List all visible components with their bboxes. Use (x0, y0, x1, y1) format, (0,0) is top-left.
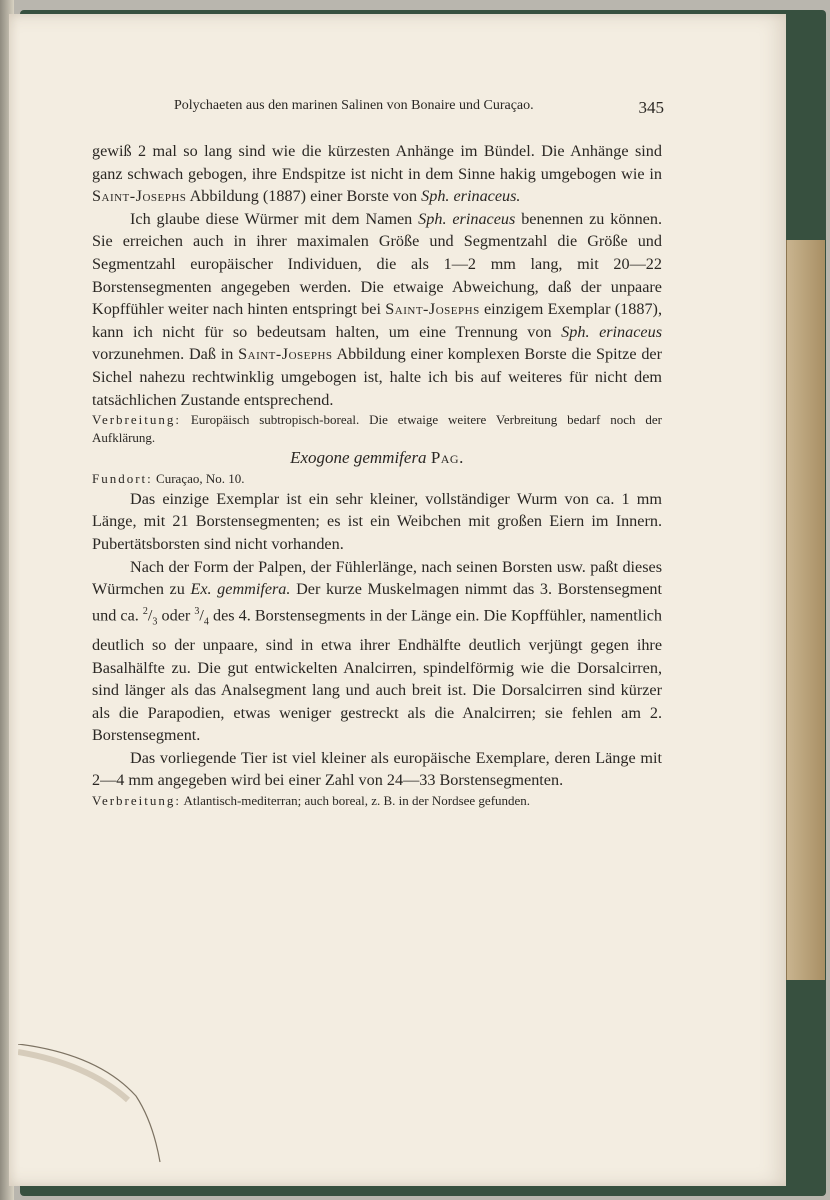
species-name: Sph. erinaceus. (421, 187, 521, 206)
paragraph-1 (92, 140, 662, 208)
paragraph-5: Das vorliegende Tier ist viel kleiner als europäische Exemplare, deren Länge mit 2—4 mm angegeben wird bei einer Zahl von 24—33 Borstensegmenten. (92, 748, 662, 790)
paragraph-4: Nach der Form der Palpen, der Fühlerlänge, nach seinen Borsten usw. paßt dieses Würmchen zu Ex. gemmifera. Der kurze Muskelmagen nimmt das 3. Borstensegment und ca. $^2/_3$ oder $^3/_4$ des 4. Borstensegments in der Länge ein. Die Kopffühler, namentlich deutlich so der unpaare, sind in etwa ihrer Endhälfte deutlich verjüngt gegen ihre Basalhälfte zu. Die gut entwickelten Analcirren, spindelförmig wie die Dorsalcirren, sind länger als das Analsegment lang und auch breit ist. Die Dorsalcirren sind kürzer als die Parapodien, etwas weniger gestreckt als die Analcirren; sie fehlen am 2. Borstensegment. (92, 557, 663, 745)
page-number: 345 (638, 98, 664, 117)
section-heading (92, 447, 662, 470)
verbreitung-note-2 (92, 792, 662, 810)
p1-text-1: gewiß 2 mal so lang sind wie die kürzesten Anhänge im Bündel. Die Anhänge sind ganz schwach gebogen, ihre Endspitze ist nicht in dem Sinne hakig umgebogen wie in (92, 142, 662, 183)
running-head-title: Polychaeten aus den marinen Salinen von Bonaire und Curaçao. (174, 98, 534, 113)
verbreitung-label: Verbreitung: (92, 412, 181, 428)
species-name: Sph. erinaceus (561, 322, 663, 341)
page-body (92, 140, 662, 810)
author-name: Saint-Josephs (92, 187, 187, 206)
verbreitung-label: Verbreitung: (92, 793, 181, 809)
fraction-numerator: 3 (194, 605, 200, 617)
p2-text-4: vorzunehmen. Daß in (92, 345, 239, 364)
page-crease (18, 1044, 168, 1164)
p2-text-2: benennen zu können. Sie erreichen auch in ihrer maximalen Größe und Segmentzahl die Größe und Segmentzahl europäischer Individuen, die als 1—2 mm lang, mit 20—22 Borstensegmenten angegeben werden. Die etwaige Abweichung, daß der unpaare Kopffühler weiter nach hinten entspringt bei (92, 209, 662, 319)
p2-text-1: Ich glaube diese Würmer mit dem Namen (130, 209, 419, 228)
page-edge-stain (786, 240, 825, 980)
fraction-denominator: 3 (152, 616, 158, 628)
verbreitung-note-1 (92, 411, 662, 447)
taxon-author: Pag. (430, 448, 464, 468)
author-name: Saint-Josephs (238, 345, 333, 364)
species-name: Ex. gemmifera. (190, 580, 291, 599)
p1-text-2: Abbildung (1887) einer Borste von (186, 187, 422, 206)
fraction-denominator: 4 (203, 616, 209, 628)
p4-text-3: oder (157, 606, 195, 625)
fraction-numerator: 2 (142, 605, 148, 617)
p4-text-2: Der kurze Muskelmagen nimmt das 3. Borstensegment und ca. (92, 580, 662, 625)
p2-text-3: einzigem Exemplar (1887), kann ich nicht für so bedeutsam halten, um eine Trennung von (92, 300, 662, 341)
paragraph-3: Das einzige Exemplar ist ein sehr kleiner, vollständiger Wurm von ca. 1 mm Länge, mit 21 Borstensegmenten; es ist ein Weibchen mit großen Eiern im Innern. Pubertätsborsten sind nicht vorhanden. (92, 489, 662, 553)
verbreitung-text: Atlantisch-mediterran; auch boreal, z. B. in der Nordsee gefunden. (180, 793, 531, 809)
fundort-label: Fundort: (92, 470, 153, 486)
author-name: Saint-Josephs (385, 300, 480, 319)
p2-text-5: Abbildung einer komplexen Borste die Spitze der Sichel nahezu rechtwinklig umgebogen ist, halte ich bis auf weiteres für nicht dem tatsächlichen Zustande entsprechend. (92, 345, 662, 409)
fundort-text: Curaçao, No. 10. (152, 470, 245, 486)
paragraph-2 (92, 208, 662, 411)
species-name: Sph. erinaceus (418, 209, 516, 228)
p4-text-1: Nach der Form der Palpen, der Fühlerlänge, nach seinen Borsten usw. paßt dieses Würmchen zu (92, 557, 662, 599)
running-head (174, 98, 664, 118)
p4-text-4: des 4. Borstensegments in der Länge ein. Die Kopffühler, namentlich deutlich so der unpaare, sind in etwa ihrer Endhälfte deutlich verjüngt gegen ihre Basalhälfte zu. Die gut entwickelten Analcirren, spindelförmig wie die Dorsalcirren, sind länger als das Analsegment lang und auch breit ist. Die Dorsalcirren sind kürzer als die Parapodien, etwas weniger gestreckt als die Analcirren; sie fehlen am 2. Borstensegment. (92, 606, 663, 745)
verbreitung-text: Europäisch subtropisch-boreal. Die etwaige weitere Verbreitung bedarf noch der Aufklärung. (92, 412, 662, 446)
taxon-name: Exogone gemmifera (290, 448, 427, 468)
fundort-line (92, 470, 662, 488)
